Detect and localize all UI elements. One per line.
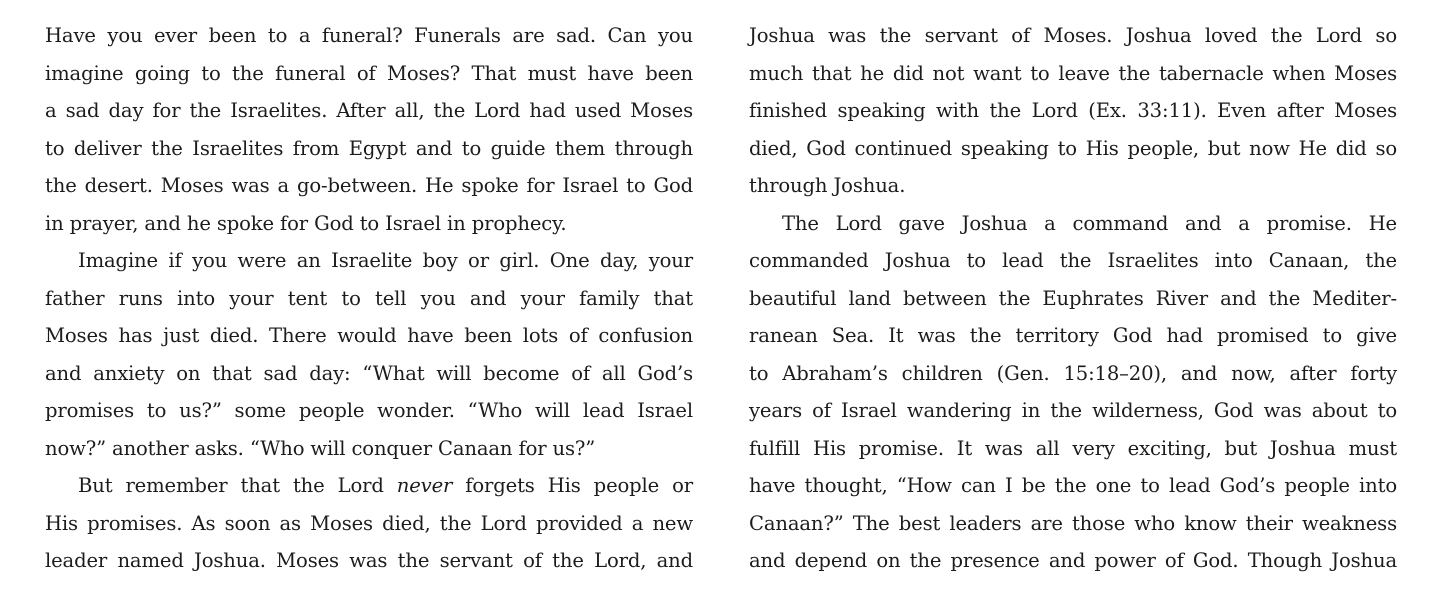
text-line: beautiful land between the Euphrates River and the Mediter- bbox=[749, 286, 1397, 310]
text-line: promises to us?” some people wonder. “Who will lead Israel bbox=[45, 399, 693, 422]
text-line: died, God continued speaking to His people, but now He did so bbox=[749, 136, 1397, 160]
text-line: commanded Joshua to lead the Israelites into Canaan, the bbox=[749, 249, 1397, 272]
text-line: much that he did not want to leave the tabernacle when Moses bbox=[749, 61, 1397, 85]
left-column bbox=[45, 17, 693, 580]
text-line: The Lord gave Joshua a command and a promise. He bbox=[782, 211, 1397, 235]
text-line: leader named Joshua. Moses was the servant of the Lord, and bbox=[45, 549, 693, 572]
text-line: Canaan?” The best leaders are those who know their weakness bbox=[749, 511, 1397, 535]
text-line: to deliver the Israelites from Egypt and to guide them through bbox=[45, 136, 693, 160]
text-line: now?” another asks. “Who will conquer Canaan for us?” bbox=[45, 436, 596, 460]
text-line: years of Israel wandering in the wilderness, God was about to bbox=[749, 399, 1397, 422]
text-line: and depend on the presence and power of God. Though Joshua bbox=[749, 549, 1397, 572]
text-line: fulfill His promise. It was all very exciting, but Joshua must bbox=[749, 436, 1397, 460]
text-line: ranean Sea. It was the territory God had promised to give bbox=[749, 324, 1397, 347]
text-line: the desert. Moses was a go-between. He spoke for Israel to God bbox=[45, 174, 693, 197]
text-line: a sad day for the Israelites. After all, the Lord had used Moses bbox=[45, 99, 693, 122]
text-line: to Abraham’s children (Gen. 15:18–20), and now, after forty bbox=[749, 361, 1397, 385]
text-line: finished speaking with the Lord (Ex. 33:11). Even after Moses bbox=[749, 99, 1397, 122]
text-fragment: forgets His people or bbox=[452, 474, 693, 497]
text-line: and anxiety on that sad day: “What will become of all God’s bbox=[45, 361, 693, 385]
text-line: His promises. As soon as Moses died, the Lord provided a new bbox=[45, 511, 693, 535]
right-column bbox=[749, 17, 1397, 580]
text-line: father runs into your tent to tell you and your family that bbox=[45, 286, 693, 310]
text-line: Joshua was the servant of Moses. Joshua loved the Lord so bbox=[749, 24, 1397, 47]
text-line bbox=[45, 467, 693, 505]
text-line: in prayer, and he spoke for God to Israel in prophecy. bbox=[45, 211, 567, 235]
text-line: Moses has just died. There would have been lots of confusion bbox=[45, 324, 693, 347]
text-fragment: But remember that the Lord bbox=[78, 474, 397, 497]
emphasis-text: never bbox=[396, 474, 453, 497]
text-line: through Joshua. bbox=[749, 174, 906, 197]
text-line: Have you ever been to a funeral? Funerals are sad. Can you bbox=[45, 24, 693, 47]
text-line: imagine going to the funeral of Moses? That must have been bbox=[45, 61, 693, 85]
text-line: Imagine if you were an Israelite boy or girl. One day, your bbox=[78, 249, 693, 272]
text-line: have thought, “How can I be the one to lead God’s people into bbox=[749, 474, 1397, 497]
